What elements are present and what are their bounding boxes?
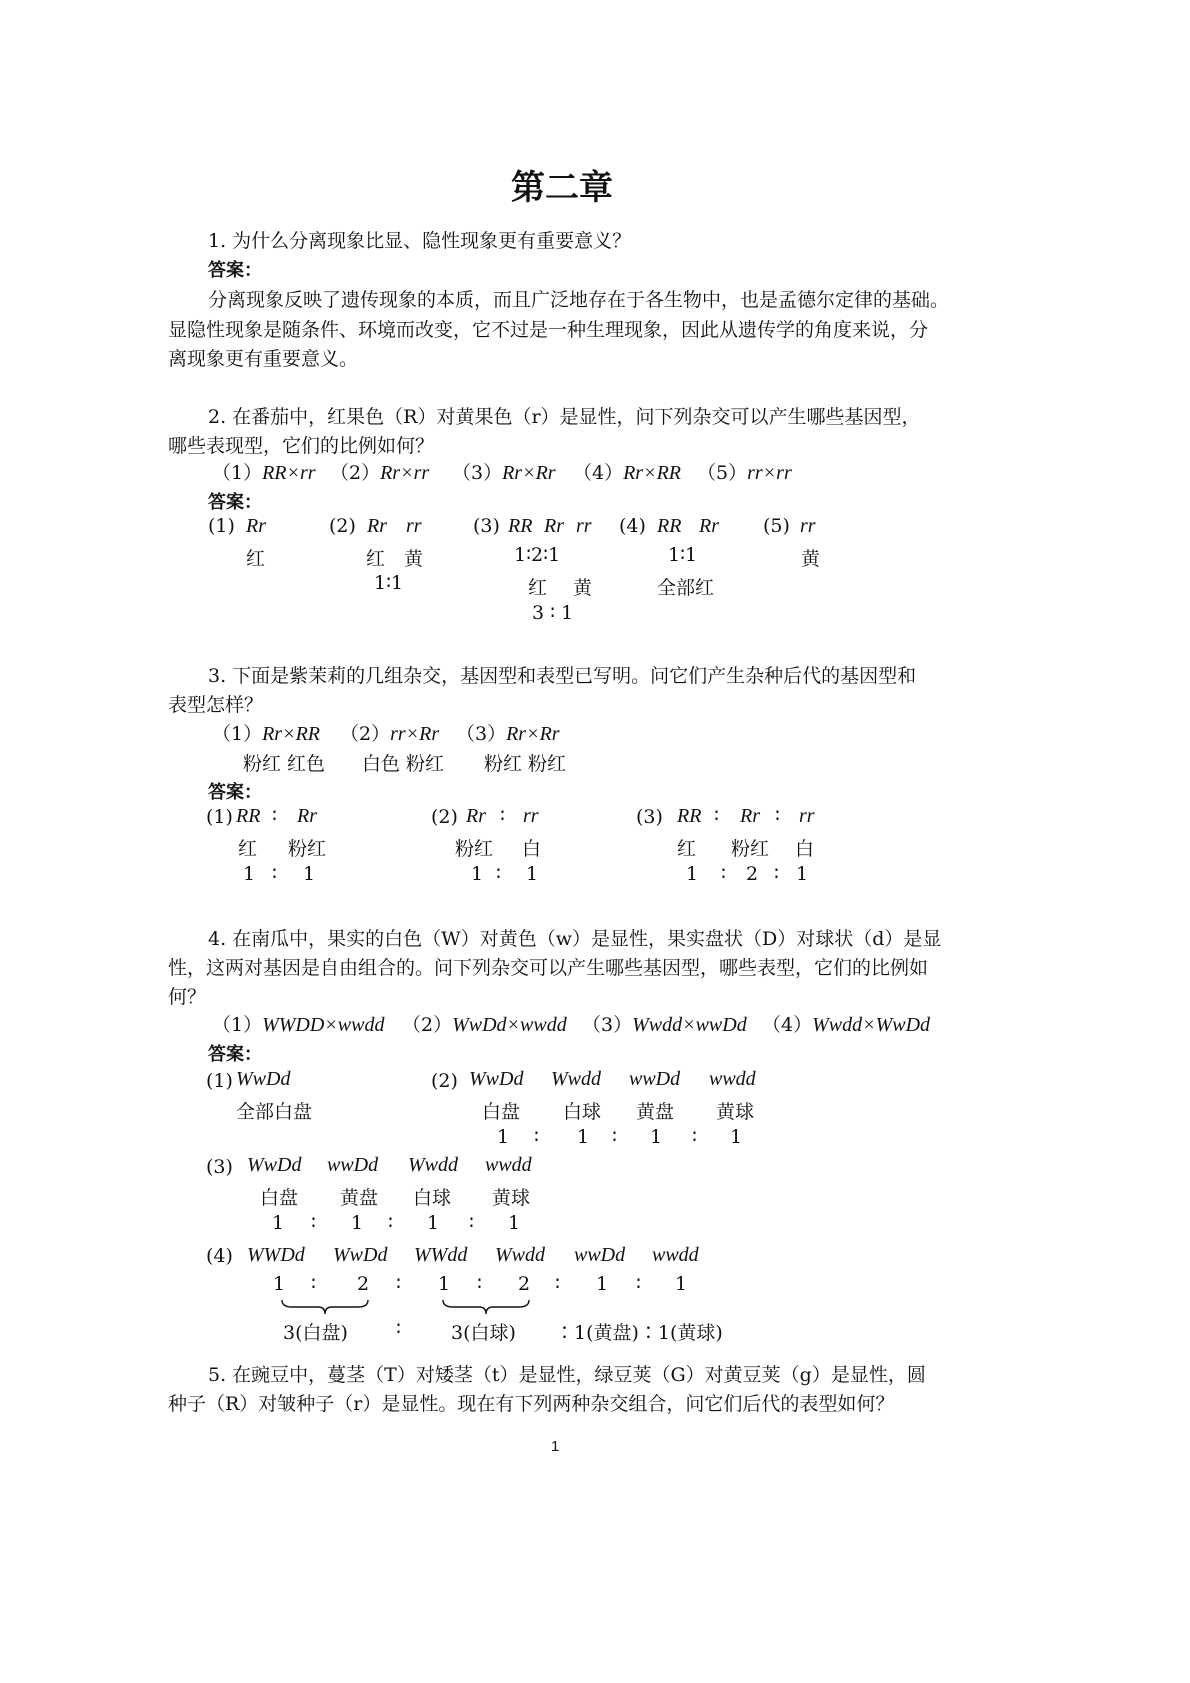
q4-a4-colon: ∶ (477, 1273, 482, 1295)
q4-a3-ratio: 1 (351, 1212, 364, 1234)
q2-answer-label: 答案： (208, 492, 262, 513)
q3-a3-colon: ∶ (775, 805, 780, 827)
q3-cross-2-phenotype: 白色 粉红 (362, 753, 445, 775)
q4-a4-genotype: Wwdd (495, 1244, 545, 1266)
question-2-cont: 哪些表现型，它们的比例如何？ (168, 435, 435, 457)
q4-a4-colon: ∶ (555, 1273, 560, 1295)
q4-a3-num: (3) (206, 1156, 233, 1178)
q2-a5-genotype: rr (800, 515, 816, 537)
q4-a4-sum-white-disc: 3(白盘) (283, 1322, 348, 1344)
question-5: 5. 在豌豆中，蔓茎（T）对矮茎（t）是显性，绿豆荚（G）对黄豆荚（g）是显性，圆 (208, 1364, 926, 1386)
q3-a2-colon: ∶ (500, 805, 505, 827)
q2-a4-genotype: Rr (699, 515, 719, 537)
q4-cross-1: （1）WWDD×wwdd (212, 1014, 385, 1036)
q3-a3-num: (3) (636, 806, 663, 828)
question-1: 1. 为什么分离现象比显、隐性现象更有重要意义？ (208, 230, 632, 252)
q4-a4-genotype: WwDd (333, 1244, 388, 1266)
q3-a1-genotype: Rr (297, 805, 317, 827)
q2-a3-genotype: Rr (544, 515, 564, 537)
q4-a4-genotype: WWDd (247, 1244, 305, 1266)
q2-a3-phenotype-ratio: 3 ∶ 1 (532, 602, 574, 624)
q4-a3-colon: ∶ (469, 1212, 474, 1234)
q4-a2-phenotype: 黄球 (716, 1101, 755, 1123)
q3-a1-genotype: RR (236, 805, 261, 827)
q4-a2-genotype: wwDd (629, 1068, 681, 1090)
q4-a2-colon: ∶ (534, 1126, 539, 1148)
q4-a4-colon: ∶ (311, 1273, 316, 1295)
q4-a2-genotype: wwdd (709, 1068, 756, 1090)
brace-icon (280, 1298, 370, 1316)
q2-a2-genotype: rr (406, 515, 422, 537)
q3-answer-label: 答案： (208, 782, 262, 803)
q2-cross-3: （3）Rr×Rr (452, 462, 556, 484)
q2-a3-genotype: RR (508, 515, 533, 537)
q2-a1-phenotype: 红 (246, 548, 266, 570)
q2-a4-num: (4) (619, 515, 646, 537)
q3-a3-phenotype: 红 (677, 838, 697, 860)
q4-a2-ratio: 1 (730, 1126, 743, 1148)
q4-a4-sum-white-sphere: 3(白球) (451, 1322, 516, 1344)
q2-cross-2: （2）Rr×rr (330, 462, 430, 484)
q3-a3-genotype: rr (799, 805, 815, 827)
q4-a3-phenotype: 白盘 (260, 1187, 299, 1209)
q4-a4-genotype: WWdd (414, 1244, 468, 1266)
q2-a1-genotype: Rr (246, 515, 266, 537)
q4-a4-ratio: 2 (357, 1273, 370, 1295)
q4-a4-colon: ∶ (396, 1273, 401, 1295)
q3-a3-colon: ∶ (774, 863, 779, 885)
q2-a3-phenotype: 红 (528, 577, 548, 599)
q2-a2-phenotype: 黄 (404, 548, 424, 570)
q4-a3-genotype: wwDd (327, 1154, 379, 1176)
q2-cross-4: （4）Rr×RR (573, 462, 682, 484)
q3-a3-phenotype: 粉红 (731, 838, 770, 860)
q4-a4-ratio: 2 (518, 1273, 531, 1295)
q3-a2-ratio: 1 (526, 863, 539, 885)
q4-a4-sum-yellow: ∶1(黄盘)∶1(黄球) (555, 1322, 723, 1344)
q4-a2-colon: ∶ (692, 1126, 697, 1148)
q4-a1-num: (1) (206, 1070, 233, 1092)
q3-a1-num: (1) (206, 806, 233, 828)
q3-a2-phenotype: 白 (522, 838, 542, 860)
q2-a3-num: (3) (473, 515, 500, 537)
q3-a2-ratio: 1 (471, 863, 484, 885)
q3-a1-ratio: 1 (243, 863, 256, 885)
q3-cross-3-phenotype: 粉红 粉红 (484, 753, 567, 775)
q4-cross-2: （2）WwDd×wwdd (402, 1014, 567, 1036)
q4-a3-genotype: WwDd (247, 1154, 302, 1176)
chapter-title: 第二章 (511, 168, 613, 208)
q2-a3-genotype-ratio: 1∶2∶1 (514, 544, 561, 566)
q2-a4-phenotype: 全部红 (657, 577, 715, 599)
q2-a1-num: (1) (208, 515, 235, 537)
q4-a3-ratio: 1 (272, 1212, 285, 1234)
question-3-cont: 表型怎样？ (168, 694, 264, 716)
q3-a2-num: (2) (431, 806, 458, 828)
q2-a2-phenotype: 红 (366, 548, 386, 570)
page-number: 1 (551, 1438, 560, 1455)
q4-a3-ratio: 1 (427, 1212, 440, 1234)
q3-a2-colon: ∶ (496, 863, 501, 885)
question-5-cont: 种子（R）对皱种子（r）是显性。现在有下列两种杂交组合，问它们后代的表型如何？ (168, 1393, 895, 1415)
q4-cross-3: （3）Wwdd×wwDd (582, 1014, 747, 1036)
q3-a2-genotype: rr (523, 805, 539, 827)
q3-cross-3: （3）Rr×Rr (456, 723, 560, 745)
q3-a2-phenotype: 粉红 (455, 838, 494, 860)
q4-a4-colon: ∶ (636, 1273, 641, 1295)
q4-a3-ratio: 1 (508, 1212, 521, 1234)
brace-icon (441, 1298, 531, 1316)
q4-a2-phenotype: 白盘 (482, 1101, 521, 1123)
q4-a2-ratio: 1 (650, 1126, 663, 1148)
q2-a4-genotype: RR (657, 515, 682, 537)
q4-a2-genotype: Wwdd (551, 1068, 601, 1090)
q2-a3-phenotype: 黄 (573, 577, 593, 599)
q3-a1-colon: ∶ (272, 805, 277, 827)
question-3: 3. 下面是紫茉莉的几组杂交，基因型和表型已写明。问它们产生杂种后代的基因型和 (208, 665, 917, 687)
q3-a3-ratio: 1 (686, 863, 699, 885)
q4-a3-genotype: wwdd (485, 1154, 532, 1176)
question-2: 2. 在番茄中，红果色（R）对黄果色（r）是显性，问下列杂交可以产生哪些基因型， (208, 406, 921, 428)
q4-a4-colon: ∶ (396, 1318, 401, 1340)
q3-a3-colon: ∶ (714, 805, 719, 827)
q4-a2-colon: ∶ (612, 1126, 617, 1148)
q4-a3-colon: ∶ (388, 1212, 393, 1234)
q4-a2-genotype: WwDd (469, 1068, 524, 1090)
q4-a2-phenotype: 白球 (563, 1101, 602, 1123)
q4-a2-num: (2) (431, 1070, 458, 1092)
q4-a2-ratio: 1 (497, 1126, 510, 1148)
q3-cross-1: （1）Rr×RR (212, 723, 321, 745)
question-4-cont: 何？ (168, 986, 207, 1008)
q4-a4-genotype: wwDd (574, 1244, 626, 1266)
q4-a4-ratio: 1 (273, 1273, 286, 1295)
q2-a2-ratio: 1∶1 (374, 572, 404, 594)
q1-answer-label: 答案： (208, 260, 262, 281)
q4-a3-phenotype: 黄盘 (340, 1187, 379, 1209)
q2-a3-genotype: rr (576, 515, 592, 537)
q3-a1-colon: ∶ (272, 863, 277, 885)
q4-a2-ratio: 1 (577, 1126, 590, 1148)
q4-answer-label: 答案： (208, 1044, 262, 1065)
q2-a2-num: (2) (329, 515, 356, 537)
q4-a4-ratio: 1 (596, 1273, 609, 1295)
q4-a3-genotype: Wwdd (408, 1154, 458, 1176)
question-4-cont: 性，这两对基因是自由组合的。问下列杂交可以产生哪些基因型，哪些表型，它们的比例如 (168, 957, 929, 979)
q1-answer-line: 显隐性现象是随条件、环境而改变，它不过是一种生理现象，因此从遗传学的角度来说，分 (168, 319, 929, 341)
q4-a3-phenotype: 黄球 (492, 1187, 531, 1209)
q4-a4-num: (4) (206, 1245, 233, 1267)
q3-cross-2: （2）rr×Rr (340, 723, 440, 745)
q4-a4-genotype: wwdd (652, 1244, 699, 1266)
q3-a3-colon: ∶ (721, 863, 726, 885)
q1-answer-line: 离现象更有重要意义。 (168, 348, 359, 370)
q3-cross-1-phenotype: 粉红 红色 (243, 753, 326, 775)
q3-a1-phenotype: 红 (238, 838, 258, 860)
q2-a4-ratio: 1∶1 (668, 544, 698, 566)
q4-cross-4: （4）Wwdd×WwDd (762, 1014, 931, 1036)
q3-a3-phenotype: 白 (795, 838, 815, 860)
q3-a1-phenotype: 粉红 (288, 838, 327, 860)
q4-a3-phenotype: 白球 (413, 1187, 452, 1209)
q3-a3-genotype: RR (677, 805, 702, 827)
q3-a3-ratio: 1 (796, 863, 809, 885)
q1-answer-line: 分离现象反映了遗传现象的本质，而且广泛地存在于各生物中，也是孟德尔定律的基础。 (208, 289, 950, 311)
q2-cross-5: （5）rr×rr (697, 462, 792, 484)
q4-a4-ratio: 1 (675, 1273, 688, 1295)
q4-a4-ratio: 1 (438, 1273, 451, 1295)
q4-a3-colon: ∶ (311, 1212, 316, 1234)
q2-a5-num: (5) (763, 515, 790, 537)
q3-a3-ratio: 2 (746, 863, 759, 885)
q4-a2-phenotype: 黄盘 (636, 1101, 675, 1123)
question-4: 4. 在南瓜中，果实的白色（W）对黄色（w）是显性，果实盘状（D）对球状（d）是显 (208, 928, 942, 950)
q4-a1-genotype: WwDd (236, 1068, 291, 1090)
q2-a5-phenotype: 黄 (801, 548, 821, 570)
q2-cross-1: （1）RR×rr (212, 462, 316, 484)
q3-a1-ratio: 1 (303, 863, 316, 885)
q3-a2-genotype: Rr (466, 805, 486, 827)
q4-a1-phenotype: 全部白盘 (236, 1101, 313, 1123)
q3-a3-genotype: Rr (740, 805, 760, 827)
q2-a2-genotype: Rr (367, 515, 387, 537)
